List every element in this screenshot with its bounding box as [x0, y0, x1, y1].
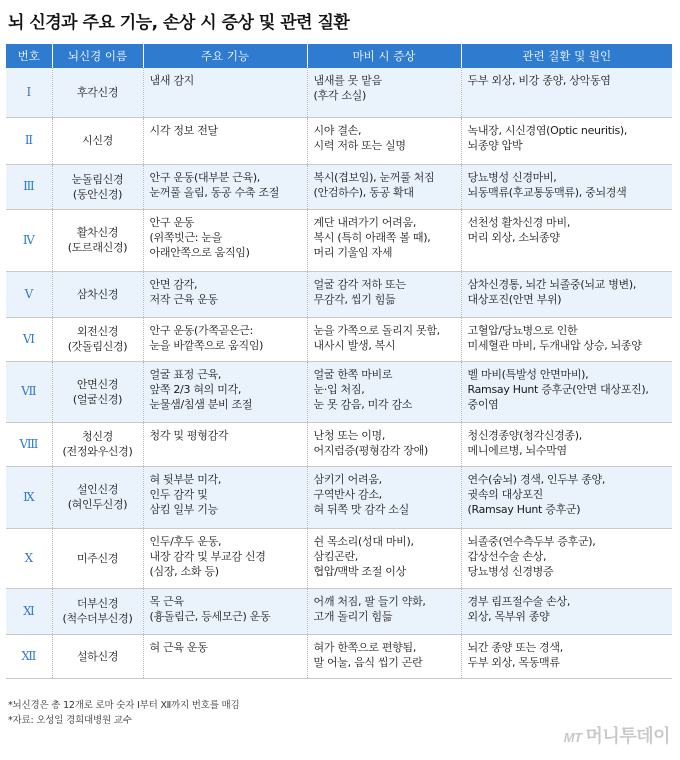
- row-number: Ⅲ: [6, 164, 52, 209]
- table-row: [6, 209, 672, 271]
- footnotes: [8, 698, 240, 728]
- function-cell: 인두/후두 운동, 내장 감각 및 부교감 신경 (심장, 소화 등): [143, 528, 307, 588]
- row-number: Ⅱ: [6, 117, 52, 164]
- row-number: Ⅰ: [6, 68, 52, 117]
- footnote-numbering: *뇌신경은 총 12개로 로마 숫자 Ⅰ부터 Ⅻ까지 번호를 매김: [8, 700, 240, 711]
- header-nerve-name: 뇌신경 이름: [52, 44, 143, 68]
- function-cell: 안구 운동(대부분 근육), 눈꺼풀 올림, 동공 수축 조절: [143, 164, 307, 209]
- disease-cell: 청신경종양(청각신경종), 메니에르병, 뇌수막염: [461, 422, 672, 466]
- disease-cell: 삼차신경통, 뇌간 뇌졸중(뇌교 병변), 대상포진(안면 부위): [461, 271, 672, 317]
- table-row: [6, 361, 672, 422]
- symptom-cell: 난청 또는 이명, 어지럼증(평형감각 장애): [307, 422, 461, 466]
- disease-cell: 선천성 활차신경 마비, 머리 외상, 소뇌종양: [461, 209, 672, 271]
- footnote-source: *자료: 오성일 경희대병원 교수: [8, 715, 132, 726]
- table-row: [6, 317, 672, 361]
- function-cell: 시각 정보 전달: [143, 117, 307, 164]
- table-header-row: [6, 44, 672, 68]
- nerve-name: 눈돌림신경 (동안신경): [52, 164, 143, 209]
- nerve-name: 안면신경 (얼굴신경): [52, 361, 143, 422]
- symptom-cell: 계단 내려가기 어려움, 복시 (특히 아래쪽 볼 때), 머리 기울임 자세: [307, 209, 461, 271]
- table-row: [6, 528, 672, 588]
- disease-cell: 당뇨병성 신경마비, 뇌동맥류(후교통동맥류), 중뇌경색: [461, 164, 672, 209]
- nerve-name: 청신경 (전정와우신경): [52, 422, 143, 466]
- function-cell: 목 근육 (흉돌림근, 등세모근) 운동: [143, 588, 307, 634]
- header-function: 주요 기능: [143, 44, 307, 68]
- table-row: [6, 271, 672, 317]
- nerve-name: 외전신경 (갓돌림신경): [52, 317, 143, 361]
- row-number: Ⅶ: [6, 361, 52, 422]
- row-number: Ⅵ: [6, 317, 52, 361]
- disease-cell: 벨 마비(특발성 안면마비), Ramsay Hunt 증후군(안면 대상포진), 중이염: [461, 361, 672, 422]
- table-row: [6, 422, 672, 466]
- table-row: [6, 117, 672, 164]
- symptom-cell: 어깨 처짐, 팔 들기 약화, 고개 돌리기 힘듦: [307, 588, 461, 634]
- symptom-cell: 얼굴 감각 저하 또는 무감각, 씹기 힘듦: [307, 271, 461, 317]
- function-cell: 혀 근육 운동: [143, 634, 307, 678]
- header-symptom: 마비 시 증상: [307, 44, 461, 68]
- nerve-name: 활차신경 (도르래신경): [52, 209, 143, 271]
- page-title: 뇌 신경과 주요 기능, 손상 시 증상 및 관련 질환: [8, 13, 350, 33]
- symptom-cell: 얼굴 한쪽 마비로 눈·입 처짐, 눈 못 감음, 미각 감소: [307, 361, 461, 422]
- symptom-cell: 시야 결손, 시력 저하 또는 실명: [307, 117, 461, 164]
- row-number: Ⅻ: [6, 634, 52, 678]
- symptom-cell: 삼키기 어려움, 구역반사 감소, 혀 뒤쪽 맛 감각 소실: [307, 466, 461, 528]
- table-row: [6, 466, 672, 528]
- symptom-cell: 쉰 목소리(성대 마비), 삼킴곤란, 협압/맥박 조절 이상: [307, 528, 461, 588]
- publisher-watermark: [564, 722, 670, 748]
- row-number: Ⅷ: [6, 422, 52, 466]
- disease-cell: 뇌간 종양 또는 경색, 두부 외상, 목동맥류: [461, 634, 672, 678]
- nerve-name: 설하신경: [52, 634, 143, 678]
- function-cell: 안구 운동 (위쪽빗근: 눈을 아래안쪽으로 움직임): [143, 209, 307, 271]
- table-row: [6, 164, 672, 209]
- function-cell: 혀 뒷부분 미각, 인두 감각 및 삼킴 일부 기능: [143, 466, 307, 528]
- row-number: Ⅸ: [6, 466, 52, 528]
- disease-cell: 두부 외상, 비강 종양, 상악동염: [461, 68, 672, 117]
- row-number: Ⅴ: [6, 271, 52, 317]
- function-cell: 안면 감각, 저작 근육 운동: [143, 271, 307, 317]
- nerve-name: 설인신경 (혀인두신경): [52, 466, 143, 528]
- symptom-cell: 혀가 한쪽으로 편향됨, 말 어눌, 음식 씹기 곤란: [307, 634, 461, 678]
- nerve-name: 시신경: [52, 117, 143, 164]
- header-disease: 관련 질환 및 원인: [461, 44, 672, 68]
- function-cell: 청각 및 평형감각: [143, 422, 307, 466]
- symptom-cell: 냄새를 못 맡음 (후각 소실): [307, 68, 461, 117]
- function-cell: 얼굴 표정 근육, 앞쪽 2/3 혀의 미각, 눈물샘/침샘 분비 조절: [143, 361, 307, 422]
- nerve-name: 미주신경: [52, 528, 143, 588]
- disease-cell: 경부 림프절수술 손상, 외상, 목부위 종양: [461, 588, 672, 634]
- nerve-name: 더부신경 (척수더부신경): [52, 588, 143, 634]
- table-row: [6, 634, 672, 678]
- table-row: [6, 68, 672, 117]
- function-cell: 안구 운동(가쪽곧은근: 눈을 바깥쪽으로 움직임): [143, 317, 307, 361]
- disease-cell: 고혈압/당뇨병으로 인한 미세혈관 마비, 두개내압 상승, 뇌종양: [461, 317, 672, 361]
- disease-cell: 녹내장, 시신경염(Optic neuritis), 뇌종양 압박: [461, 117, 672, 164]
- row-number: Ⅹ: [6, 528, 52, 588]
- row-number: Ⅺ: [6, 588, 52, 634]
- disease-cell: 연수(숨뇌) 경색, 인두부 종양, 귓속의 대상포진 (Ramsay Hunt 증후군): [461, 466, 672, 528]
- symptom-cell: 복시(겹보임), 눈꺼풀 처짐 (안검하수), 동공 확대: [307, 164, 461, 209]
- cranial-nerve-table: [6, 44, 672, 679]
- watermark-text: 머니투데이: [585, 726, 670, 746]
- nerve-name: 후각신경: [52, 68, 143, 117]
- row-number: Ⅳ: [6, 209, 52, 271]
- disease-cell: 뇌졸중(연수측두부 증후군), 갑상선수술 손상, 당뇨병성 신경병증: [461, 528, 672, 588]
- watermark-mt: MT: [563, 730, 582, 745]
- symptom-cell: 눈을 가쪽으로 돌리지 못함, 내사시 발생, 복시: [307, 317, 461, 361]
- header-number: 번호: [6, 44, 52, 68]
- function-cell: 냄새 감지: [143, 68, 307, 117]
- table-row: [6, 588, 672, 634]
- nerve-name: 삼차신경: [52, 271, 143, 317]
